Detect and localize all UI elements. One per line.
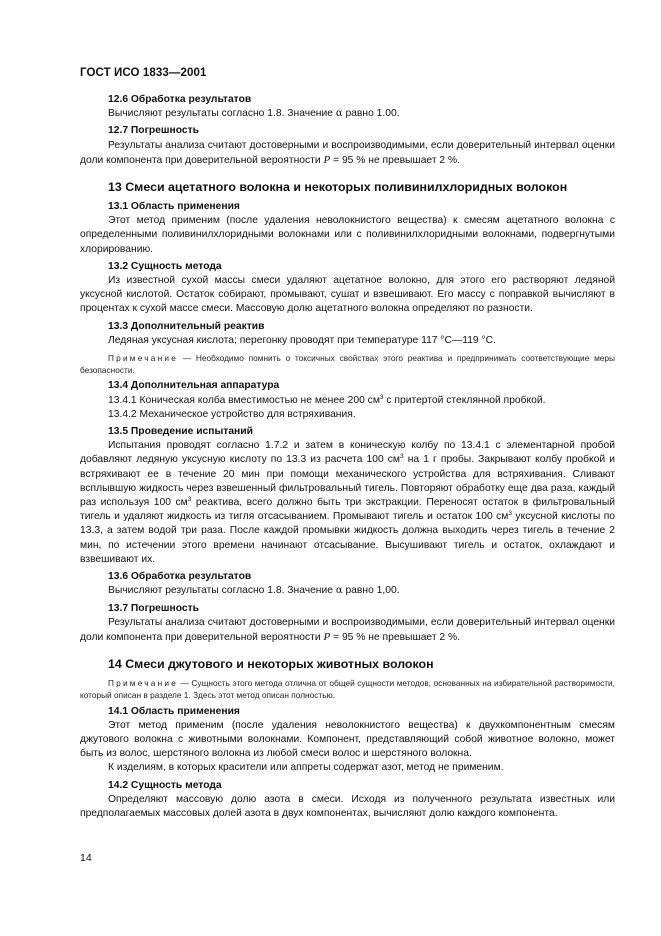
page-number: 14 bbox=[80, 852, 92, 864]
superscript-3: 3 bbox=[508, 510, 512, 518]
section-14-title: 14 Смеси джутового и некоторых животных волокон bbox=[108, 657, 434, 672]
probability-symbol: P bbox=[323, 153, 331, 166]
subsection-13-1-heading: 13.1 Область применения bbox=[108, 201, 240, 213]
paragraph-14-2: Определяют массовую долю азота в смеси. Исходя из полученного результата известных или предполагаемых массовых долей азота в двух компонентах, вычисляют долю каждого компонента. bbox=[80, 793, 615, 819]
paragraph-13-3: Ледяная уксусная кислота; перегонку проводят при температуре 117 °С—119 °С. bbox=[108, 334, 496, 346]
probability-symbol: P bbox=[323, 630, 331, 643]
paragraph-13-1: Этот метод применим (после удаления неволокнистого вещества) к смесям ацетатного волокна с определенными поливинилхлоридными волокнами или с поливинилхлоридными волокнами, подвергнутыми хлорированию. bbox=[80, 215, 615, 255]
section-13-title: 13 Смеси ацетатного волокна и некоторых поливинилхлоридных волокон bbox=[108, 180, 568, 195]
paragraph-13-7: Результаты анализа считают достоверными и воспроизводимыми, если доверительный интервал оценки доли компонента при доверительной вероятности P = 95 % не превышает 2 %. bbox=[80, 616, 615, 643]
subsection-13-5-heading: 13.5 Проведение испытаний bbox=[108, 426, 253, 438]
document-header: ГОСТ ИСО 1833—2001 bbox=[80, 67, 207, 79]
paragraph-14-1-b: К изделиям, в которых красители или аппреты содержат азот, метод не применим. bbox=[108, 762, 504, 774]
superscript-3: 3 bbox=[187, 496, 192, 504]
alpha-symbol: α bbox=[335, 108, 343, 120]
subsection-13-7-heading: 13.7 Погрешность bbox=[108, 602, 199, 614]
subsection-12-6-heading: 12.6 Обработка результатов bbox=[108, 94, 252, 105]
note-14: Примечание — Сущность этого метода отлична от общей сущности методов, основанных на избирательной растворимости, который описан в разделе 1. Здесь этот метод описан полностью. bbox=[80, 678, 615, 701]
paragraph-12-7: Результаты анализа считают достоверными и воспроизводимыми, если доверительный интервал оценки доли компонента при доверительной вероятности P = 95 % не превышает 2 %. bbox=[80, 139, 615, 166]
subsection-14-2-heading: 14.2 Сущность метода bbox=[108, 779, 222, 791]
item-13-4-2: 13.4.2 Механическое устройство для встряхивания. bbox=[108, 408, 356, 420]
note-13-3: Примечание — Необходимо помнить о токсичных свойствах этого реактива и предпринимать соответствующие меры безопасности. bbox=[80, 353, 615, 376]
note-label: Примечание bbox=[108, 678, 179, 689]
note-label: Примечание bbox=[108, 353, 179, 364]
paragraph-13-2: Из известной сухой массы смеси удаляют ацетатное волокно, для этого его растворяют ледяной уксусной кислотой. Остаток собирают, промывают, сушат и взвешивают. Его массу с поправкой вычисляют в процентах к сухой массе смеси. Массовую долю ацетатного волокна определяют по разности. bbox=[80, 275, 615, 315]
document-body bbox=[80, 93, 615, 821]
superscript-3: 3 bbox=[400, 453, 404, 461]
paragraph-14-1: Этот метод применим (после удаления неволокнистого вещества) к двухкомпонентным смесям джутового волокна с животными волокнами. Компонент, представляющий собой животное волокно, может быть из волос, шерстяного волокна из любой смеси волос и шерстяного волокна. bbox=[80, 719, 615, 760]
subsection-13-4-heading: 13.4 Дополнительная аппаратура bbox=[108, 380, 280, 392]
alpha-symbol: α bbox=[335, 585, 343, 597]
subsection-14-1-heading: 14.1 Область применения bbox=[108, 705, 240, 717]
paragraph-13-6: Вычисляют результаты согласно 1.8. Значение α равно 1,00. bbox=[108, 585, 400, 597]
superscript-3: 3 bbox=[379, 393, 384, 401]
item-13-4-1: 13.4.1 Коническая колба вместимостью не менее 200 $см^3$ с притертой стеклянной пробкой. bbox=[108, 393, 546, 406]
subsection-13-3-heading: 13.3 Дополнительный реактив bbox=[108, 320, 265, 332]
paragraph-12-6: Вычисляют результаты согласно 1.8. Значение α равно 1.00. bbox=[108, 108, 400, 120]
subsection-12-7-heading: 12.7 Погрешность bbox=[108, 125, 199, 137]
subsection-13-2-heading: 13.2 Сущность метода bbox=[108, 260, 222, 272]
paragraph-13-5: Испытания проводят согласно 1.7.2 и затем в коническую колбу по 13.4.1 с элементарной пробой добавляют ледяную уксусную кислоту по 13.3 из расчета 100 $см^3$ на 1 г пробы. Закрывают колбу пробкой и встряхивают ее в течение 20 мин при помощи механического устройства для встряхивания. Сливают всплывшую жидкость через взвешенный фильтровальный тигель. Повторяют обработку еще два раза, каждый раз используя 100 $см^3$ реактива, всего должно быть три экстракции. Переносят остаток в фильтровальный тигель и удаляют жидкость из тигля отсасыванием. Промывают тигель и остаток 100 $см^3$ уксусной кислоты по 13.3, а затем водой три раза. После каждой промывки жидкость должна выходить через тигель в течение 2 мин, по истечении этого времени начинают отсасывание. Высушивают тигель и остаток, охлаждают и взвешивают их. bbox=[80, 440, 616, 565]
subsection-13-6-heading: 13.6 Обработка результатов bbox=[108, 571, 252, 583]
